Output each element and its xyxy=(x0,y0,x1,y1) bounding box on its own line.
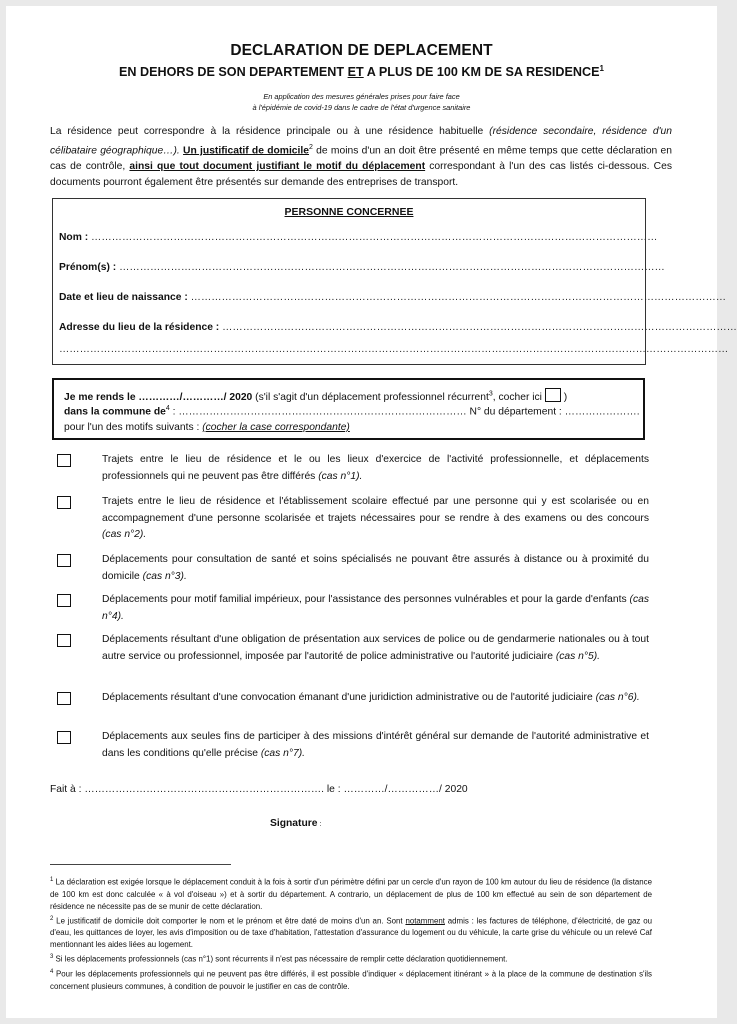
intro-text-1: La résidence peut correspondre à la résidence principale ou à une résidence habituelle xyxy=(50,126,490,137)
document-title: DECLARATION DE DEPLACEMENT xyxy=(230,42,493,59)
intro-document-justifiant: ainsi que tout document justifiant le motif du déplacement xyxy=(129,161,426,173)
motif-line xyxy=(64,422,350,433)
recurrent-checkbox[interactable] xyxy=(545,388,561,402)
rends-label: Je me rends le xyxy=(64,392,136,403)
reason-cas: (cas n°7). xyxy=(260,747,305,759)
commune-line xyxy=(64,405,640,417)
recurrent-text: (s'il s'agit d'un déplacement professionnel récurrent xyxy=(252,392,489,403)
reason-checkbox-1[interactable] xyxy=(57,454,71,467)
document-page xyxy=(6,6,737,1018)
footnote-text: Pour les déplacements professionnels qui ne peuvent pas être différés, il est possible d'indiquer « déplacement itinérant » à la place de la commune de destination s'ils concernent plusieurs communes, à condition de pouvoir le justifier en cas de contrôle. xyxy=(50,969,652,991)
nom-field[interactable]: Nom : ………………………………………………………………………………………………………………………………………………… xyxy=(59,232,658,243)
reason-cas: (cas n°5). xyxy=(555,650,600,662)
footnote-ref-2: 2 xyxy=(309,144,313,151)
reason-text-3 xyxy=(102,552,649,585)
reason-text-2 xyxy=(102,494,649,544)
close-paren: ) xyxy=(560,392,568,403)
footnote-text: Si les déplacements professionnels (cas n°1) sont récurrents il n'est pas nécessaire de remplir cette déclaration quotidiennement. xyxy=(53,954,508,964)
footnote-1 xyxy=(50,874,652,913)
footnotes xyxy=(50,874,652,993)
reason-body: Déplacements résultant d'une convocation émanant d'une juridiction administrative ou de l'autorité judiciaire xyxy=(102,692,596,703)
reason-text-7 xyxy=(102,729,649,762)
footnote-2 xyxy=(50,913,652,952)
reason-checkbox-2[interactable] xyxy=(57,496,71,509)
motif-instruction: (cocher la case correspondante) xyxy=(202,422,350,433)
adresse-field[interactable]: Adresse du lieu de la résidence : …………………………………………………………………………………………………………………………………… xyxy=(59,322,737,333)
footnote-separator xyxy=(50,864,231,865)
naissance-field[interactable]: Date et lieu de naissance : ………………………………………………………………………………………………………………………………………… xyxy=(59,292,727,303)
footnote-3 xyxy=(50,951,652,966)
reason-checkbox-5[interactable] xyxy=(57,634,71,647)
date-line xyxy=(64,388,567,403)
reason-body: Déplacements pour consultation de santé et soins spécialisés ne pouvant être assurés à distance ou à proximité du domicile xyxy=(102,554,649,582)
footnote-num: 4 xyxy=(50,968,54,975)
adresse-label: Adresse du lieu de la résidence : xyxy=(59,322,220,333)
prenom-label: Prénom(s) : xyxy=(59,262,117,273)
reason-body: Trajets entre le lieu de résidence et l'établissement scolaire effectué par une personne qui y est scolarisée ou en accompagnement d'une personne scolarisée et trajets nécessaires pour se rendre à des examens ou des concours xyxy=(102,496,649,524)
subtitle-underlined: ET xyxy=(347,65,364,80)
fait-a-line[interactable]: Fait à : ……………………………………………………………. le : …………/……………/ 2020 xyxy=(50,784,468,795)
footnote-num: 1 xyxy=(50,877,54,883)
document-subtitle xyxy=(6,64,717,79)
footnote-text: La déclaration est exigée lorsque le déplacement conduit à la fois à sortir d'un périmètre défini par un cercle d'un rayon de 100 km autour du lieu de résidence (la distance de 100 km est donc calculée « à vol d'oiseau ») et à sortir du département. A contrario, un déplacement de plus de 100 km effectué au sein de son département de résidence ne nécessite pas de se munir de cette déclaration. xyxy=(50,877,652,911)
footnote-ref-4: 4 xyxy=(165,405,170,412)
application-note-line1: En application des mesures générales prises pour faire face xyxy=(263,92,460,101)
adresse-field-line2[interactable]: …………………………………………………………………………………………………………………………………………………………………………… xyxy=(59,344,729,355)
footnote-underline: notamment xyxy=(405,916,445,926)
cocher-ici-label: , cocher ici xyxy=(492,392,542,403)
reason-body: Déplacements aux seules fins de participer à des missions d'intérêt général sur demande de l'autorité administrative et dans les conditions qu'elle précise xyxy=(102,731,649,759)
intro-justificatif: Un justificatif de domicile xyxy=(183,145,309,157)
reason-text-5 xyxy=(102,632,649,665)
footnote-ref-3: 3 xyxy=(488,390,493,398)
reason-cas: (cas n°2). xyxy=(102,529,147,540)
personne-header: PERSONNE CONCERNEE xyxy=(284,206,414,218)
intro-paragraph xyxy=(50,124,672,191)
reason-body: Déplacements résultant d'une obligation de présentation aux services de police ou de gendarmerie nationales ou à tout autre service ou professionnel, imposée par l'autorité de police administrative ou l'autorité judiciaire xyxy=(102,634,649,662)
footnote-text: admis : les factures de téléphone, d'électricité, de gaz ou d'eau, les quittances de loyer, les avis d'imposition ou de taxe d'habitation, l'attestation d'assurance du logement ou du véhicule, la carte grise du véhicule ou un relevé Caf mentionnant les aides liées au logement. xyxy=(50,916,652,950)
footnote-ref-1: 1 xyxy=(599,64,604,73)
subtitle-part2: A PLUS DE 100 KM DE SA RESIDENCE xyxy=(363,65,600,80)
naissance-label: Date et lieu de naissance : xyxy=(59,292,188,303)
signature-text: Signature xyxy=(270,818,318,829)
date-field[interactable]: …………/…………/ 2020 xyxy=(135,392,253,403)
footnote-num: 2 xyxy=(50,915,54,922)
motif-prefix: pour l'un des motifs suivants : xyxy=(64,422,203,433)
application-note-line2: à l'épidémie de covid-19 dans le cadre de l'état d'urgence sanitaire xyxy=(252,103,471,112)
reason-checkbox-4[interactable] xyxy=(57,594,71,607)
footnote-text: Le justificatif de domicile doit comporter le nom et le prénom et être daté de moins d'un an. Sont xyxy=(53,916,406,926)
reason-text-1 xyxy=(102,452,649,485)
reason-text-6 xyxy=(102,690,649,707)
reason-text-4 xyxy=(102,592,649,625)
nom-label: Nom : xyxy=(59,232,89,243)
commune-field[interactable]: : ………………………………………………………………………… N° du département : …………………. xyxy=(169,406,640,418)
reason-body: Trajets entre le lieu de résidence et le ou les lieux d'exercice de l'activité professionnelle, et déplacements professionnels qui ne peuvent pas être différés xyxy=(102,454,649,482)
personne-concernee-box xyxy=(52,198,737,365)
intro-italic: (résidence secondaire, résidence d'un célibataire géographique…). xyxy=(50,126,672,157)
signature-label xyxy=(270,818,321,829)
prenom-field[interactable]: Prénom(s) : …………………………………………………………………………………………………………………………………………… xyxy=(59,262,665,273)
reason-cas: (cas n°4). xyxy=(102,594,649,622)
intro-text-5: correspondant à l'un des cas listés ci-dessous. Ces documents pourront également être présentés sur demande des entreprises de transport. xyxy=(50,161,672,189)
intro-text-3: de moins d'un an doit être présenté en même temps que cette déclaration en cas de contrôle, xyxy=(50,145,672,173)
reason-cas: (cas n°3). xyxy=(142,570,187,582)
footnote-4 xyxy=(50,966,652,993)
deplacement-box xyxy=(52,378,645,440)
signature-colon: : xyxy=(317,821,322,828)
commune-label: dans la commune de xyxy=(64,406,166,418)
subtitle-part1: EN DEHORS DE SON DEPARTEMENT xyxy=(119,65,348,80)
footnote-num: 3 xyxy=(50,954,54,961)
reason-cas: (cas n°6). xyxy=(595,692,640,703)
reason-cas: (cas n°1). xyxy=(318,470,363,482)
reason-body: Déplacements pour motif familial impérieux, pour l'assistance des personnes vulnérables et pour la garde d'enfants xyxy=(102,594,630,605)
reason-checkbox-6[interactable] xyxy=(57,692,71,705)
reason-checkbox-7[interactable] xyxy=(57,731,71,744)
reason-checkbox-3[interactable] xyxy=(57,554,71,567)
